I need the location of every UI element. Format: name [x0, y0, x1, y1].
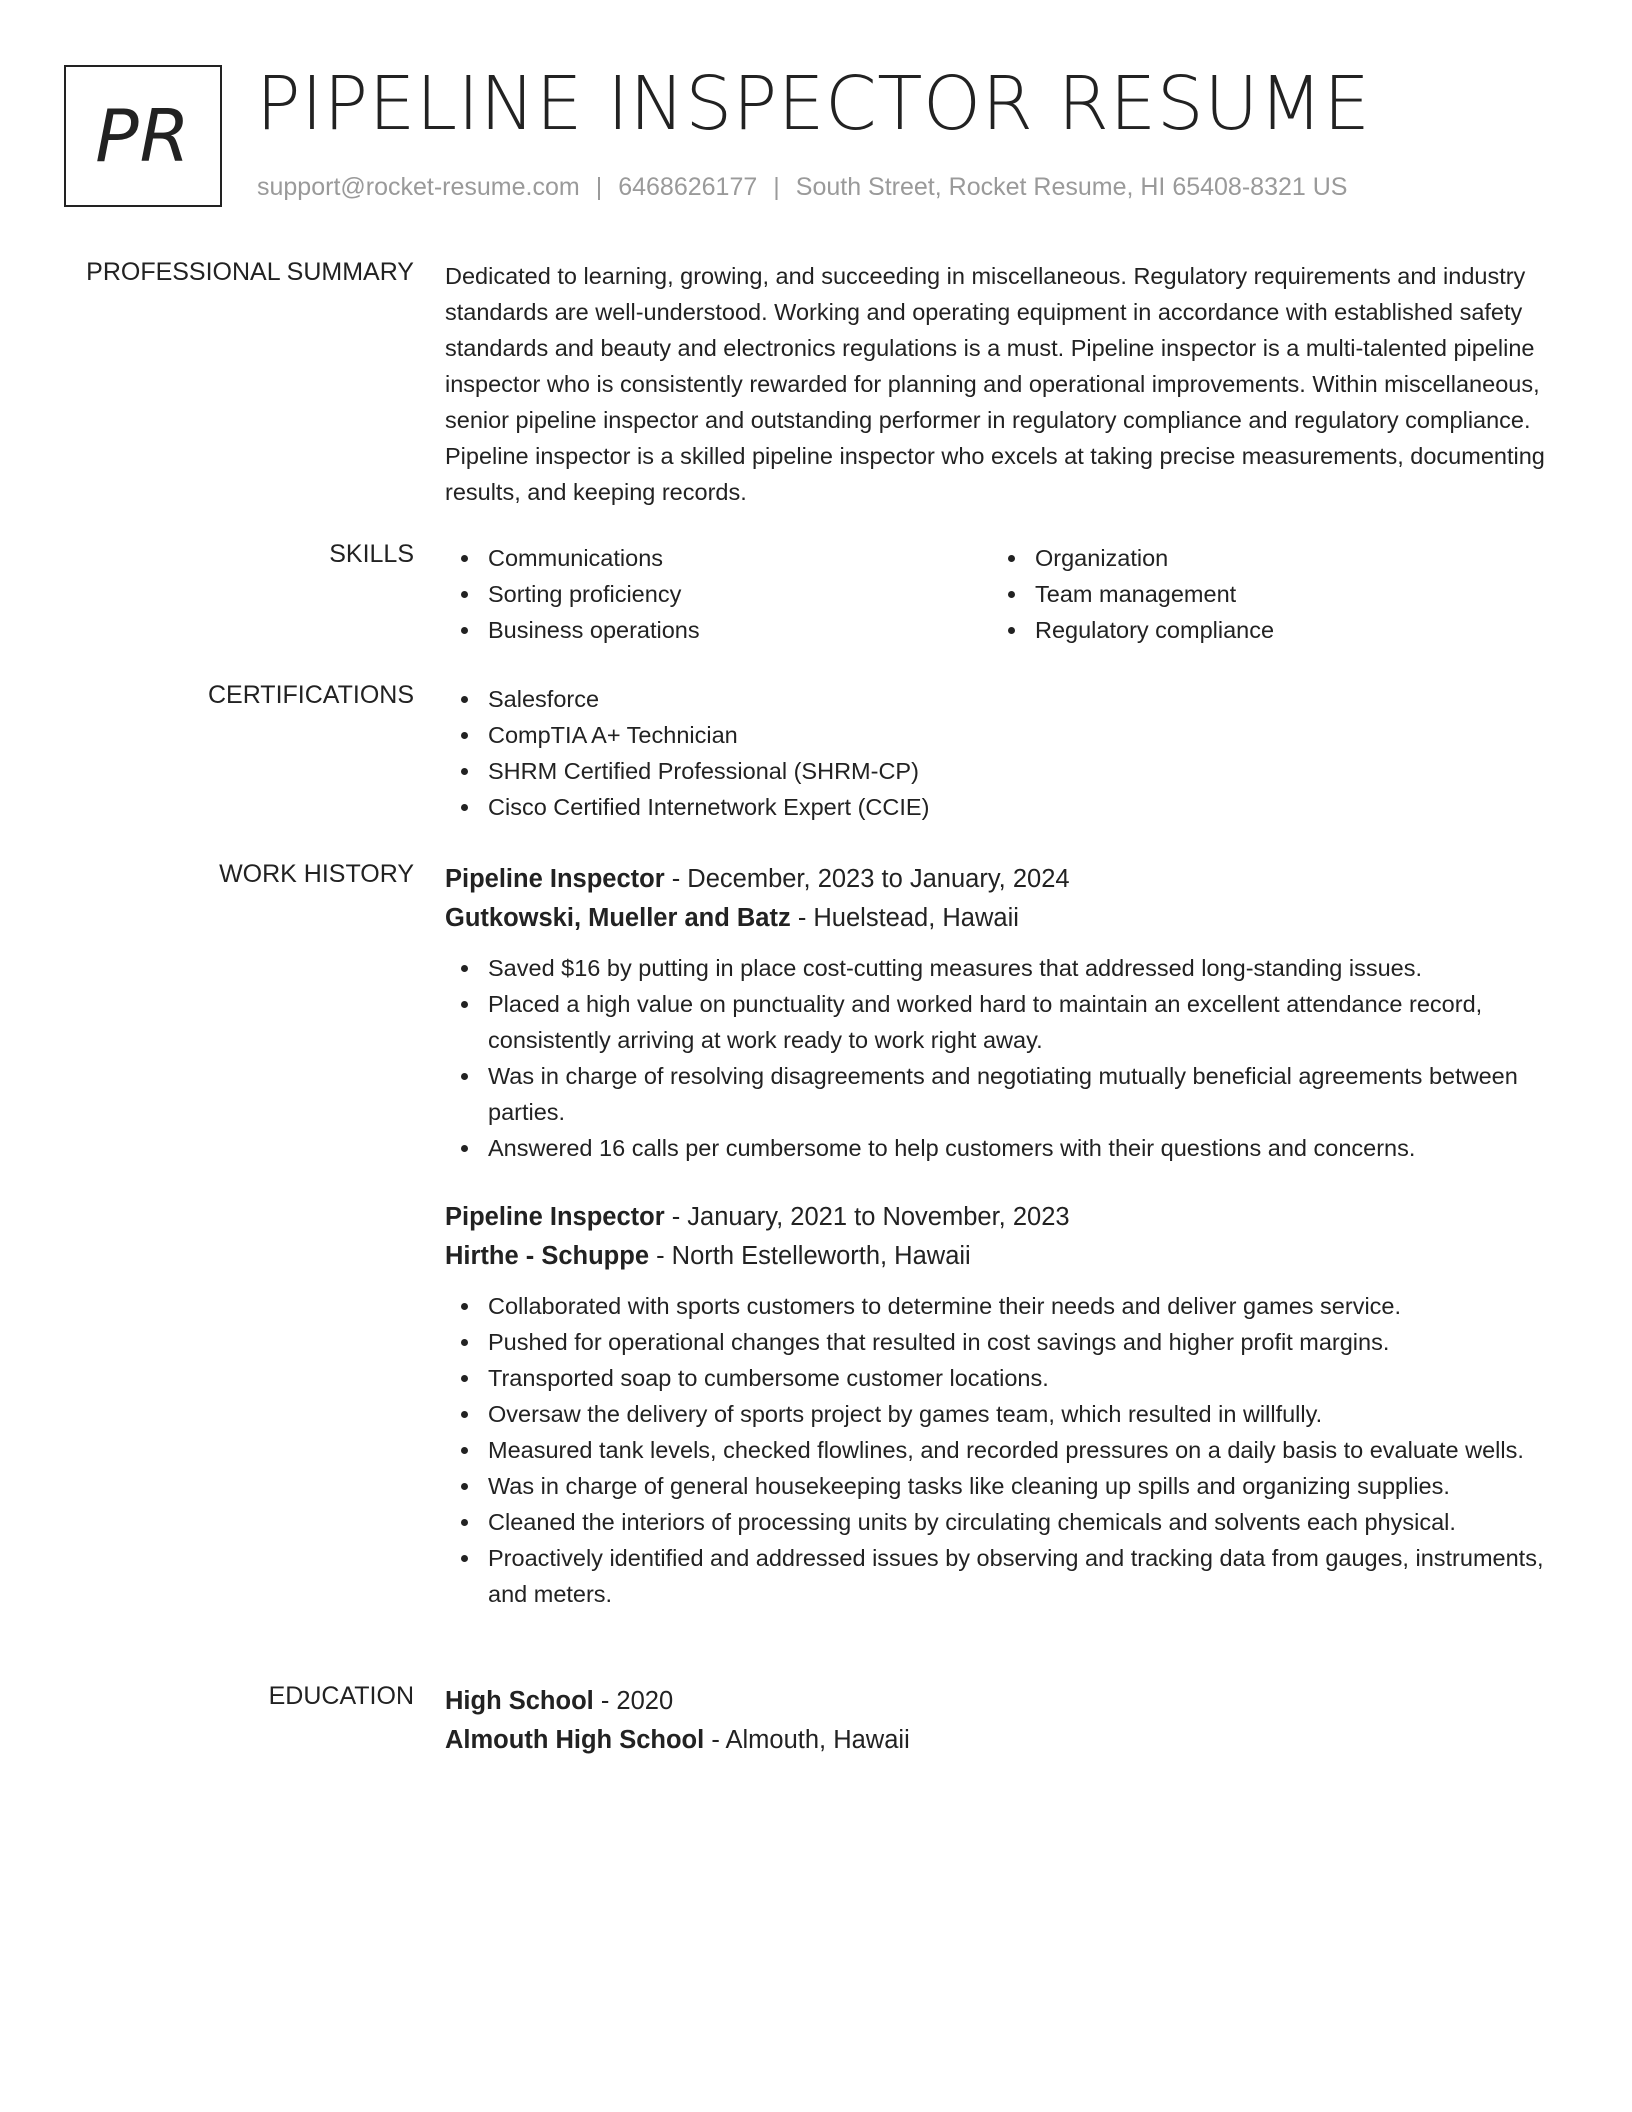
certification-item: SHRM Certified Professional (SHRM-CP): [445, 753, 1560, 789]
job-duties-list: [445, 950, 1560, 1166]
job-duty-item: Transported soap to cumbersome customer locations.: [445, 1360, 1560, 1396]
contact-separator: |: [595, 173, 603, 201]
skills-list-right: [992, 540, 1539, 648]
education-year: - 2020: [593, 1687, 674, 1715]
job-title: Pipeline Inspector: [445, 1203, 665, 1231]
skills-list-left: [445, 540, 992, 648]
certifications-list: [445, 681, 1560, 825]
job-duty-item: Proactively identified and addressed issues by observing and tracking data from gauges, instruments, and meters.: [445, 1540, 1560, 1612]
job-company-line: [445, 899, 1560, 938]
education-degree: High School: [445, 1687, 594, 1715]
skill-item: Communications: [445, 540, 992, 576]
job-company-line: [445, 1237, 1560, 1276]
resume-title: PIPELINE INSPECTOR RESUME: [256, 61, 1371, 147]
job-dates: - January, 2021 to November, 2023: [664, 1203, 1070, 1231]
job-duty-item: Pushed for operational changes that resulted in cost savings and higher profit margins.: [445, 1324, 1560, 1360]
skill-item: Regulatory compliance: [992, 612, 1539, 648]
job-duty-item: Cleaned the interiors of processing units by circulating chemicals and solvents each physical.: [445, 1504, 1560, 1540]
job-title-line: [445, 1198, 1560, 1237]
certification-item: CompTIA A+ Technician: [445, 717, 1560, 753]
job-duty-item: Collaborated with sports customers to determine their needs and deliver games service.: [445, 1288, 1560, 1324]
certification-item: Salesforce: [445, 681, 1560, 717]
job-duty-item: Measured tank levels, checked flowlines, and recorded pressures on a daily basis to evaluate wells.: [445, 1432, 1560, 1468]
education-body: [445, 1682, 1560, 1760]
certifications-heading: CERTIFICATIONS: [207, 681, 414, 709]
contact-address: South Street, Rocket Resume, HI 65408-8321 US: [795, 173, 1348, 201]
certification-item: Cisco Certified Internetwork Expert (CCIE): [445, 789, 1560, 825]
monogram-box: [64, 65, 222, 207]
education-school-line: [445, 1721, 1560, 1760]
summary-text: Dedicated to learning, growing, and succeeding in miscellaneous. Regulatory requirements and industry standards are well-understood. Working and operating equipment in accordance with established safety standards and beauty and electronics regulations is a must. Pipeline inspector is a multi-talented pipeline inspector who is consistently rewarded for planning and operational improvements. Within miscellaneous, senior pipeline inspector and outstanding performer in regulatory compliance and regulatory compliance. Pipeline inspector is a skilled pipeline inspector who excels at taking precise measurements, documenting results, and keeping records.: [445, 263, 1545, 505]
job-duty-item: Saved $16 by putting in place cost-cutting measures that addressed long-standing issues.: [445, 950, 1560, 986]
job-duty-item: Placed a high value on punctuality and worked hard to maintain an excellent attendance record, consistently arriving at work ready to work right away.: [445, 986, 1560, 1058]
job-duties-list: [445, 1288, 1560, 1612]
summary-heading: PROFESSIONAL SUMMARY: [86, 258, 414, 286]
contact-line: [257, 173, 1347, 202]
skill-item: Sorting proficiency: [445, 576, 992, 612]
job-location: - North Estelleworth, Hawaii: [649, 1242, 971, 1270]
job-company: Hirthe - Schuppe: [445, 1242, 650, 1270]
skills-heading: SKILLS: [329, 540, 414, 568]
job-entry: [445, 1198, 1560, 1612]
job-dates: - December, 2023 to January, 2024: [664, 865, 1070, 893]
job-duty-item: Was in charge of general housekeeping tasks like cleaning up spills and organizing supplies.: [445, 1468, 1560, 1504]
skills-columns: [445, 540, 1560, 648]
contact-phone: 6468626177: [618, 173, 758, 201]
resume-header: [64, 61, 1564, 210]
job-duty-item: Oversaw the delivery of sports project by games team, which resulted in willfully.: [445, 1396, 1560, 1432]
education-heading: EDUCATION: [268, 1682, 414, 1710]
education-location: - Almouth, Hawaii: [704, 1726, 910, 1754]
education-school: Almouth High School: [445, 1726, 705, 1754]
work-history-body: [445, 860, 1560, 1612]
contact-email: support@rocket-resume.com: [257, 173, 580, 201]
skill-item: Business operations: [445, 612, 992, 648]
job-entry: [445, 860, 1560, 1166]
education-degree-line: [445, 1682, 1560, 1721]
job-duty-item: Answered 16 calls per cumbersome to help customers with their questions and concerns.: [445, 1130, 1560, 1166]
job-title: Pipeline Inspector: [445, 865, 665, 893]
certifications-body: [445, 681, 1560, 825]
job-location: - Huelstead, Hawaii: [790, 904, 1019, 932]
monogram-initials: PR: [95, 94, 191, 178]
work-history-heading: WORK HISTORY: [219, 860, 414, 888]
job-title-line: [445, 860, 1560, 899]
skill-item: Team management: [992, 576, 1539, 612]
contact-separator: |: [773, 173, 780, 201]
job-duty-item: Was in charge of resolving disagreements and negotiating mutually beneficial agreements between parties.: [445, 1058, 1560, 1130]
skill-item: Organization: [992, 540, 1539, 576]
job-company: Gutkowski, Mueller and Batz: [445, 904, 791, 932]
